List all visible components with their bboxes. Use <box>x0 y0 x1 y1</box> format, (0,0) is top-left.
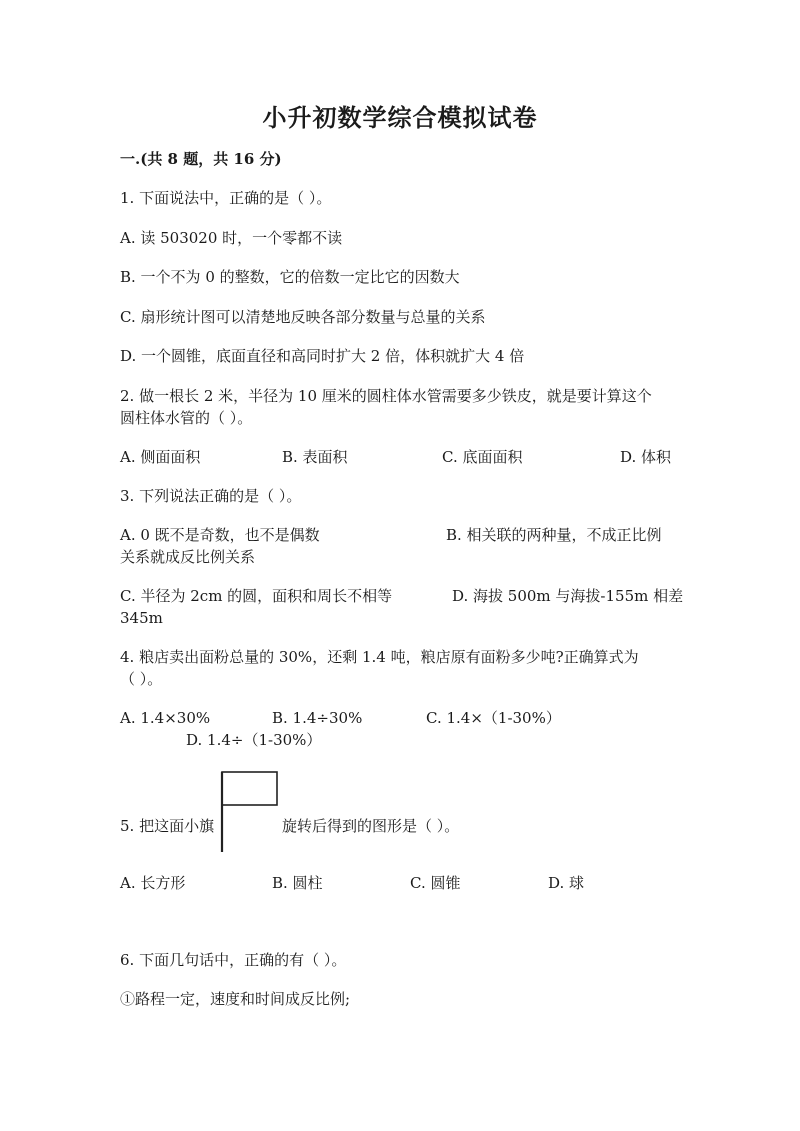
question-3-option-d-line1: D. 海拔 500m 与海拔-155m 相差 <box>452 587 684 605</box>
question-5-option-d: D. 球 <box>548 874 585 892</box>
flag-figure <box>216 770 280 854</box>
question-1-stem: 1. 下面说法中，正确的是（ ）。 <box>120 189 332 207</box>
question-2-option-a: A. 侧面面积 <box>120 448 201 466</box>
question-1-option-b: B. 一个不为 0 的整数，它的倍数一定比它的因数大 <box>120 268 460 286</box>
question-5-stem-part1: 5. 把这面小旗 <box>120 817 215 835</box>
question-4-stem-line2: （ ）。 <box>120 670 163 688</box>
question-4-option-c: C. 1.4×（1-30%） <box>426 709 561 727</box>
question-4-option-a: A. 1.4×30% <box>120 709 211 727</box>
question-3-option-b-line1: B. 相关联的两种量，不成正比例 <box>446 526 662 544</box>
question-3-option-d-line2: 345m <box>120 609 163 627</box>
question-3-stem: 3. 下列说法正确的是（ ）。 <box>120 487 302 505</box>
question-4-stem-line1: 4. 粮店卖出面粉总量的 30%，还剩 1.4 吨，粮店原有面粉多少吨?正确算式为 <box>120 648 639 666</box>
question-1-option-a: A. 读 503020 时，一个零都不读 <box>120 229 343 247</box>
question-3-option-b-line2: 关系就成反比例关系 <box>120 548 256 566</box>
question-6-stem: 6. 下面几句话中，正确的有（ ）。 <box>120 951 347 969</box>
question-5-option-a: A. 长方形 <box>120 874 186 892</box>
question-2-option-c: C. 底面面积 <box>442 448 523 466</box>
section-heading: 一.(共 8 题，共 16 分) <box>120 150 282 168</box>
question-3-option-a: A. 0 既不是奇数，也不是偶数 <box>120 526 320 544</box>
question-1-option-c: C. 扇形统计图可以清楚地反映各部分数量与总量的关系 <box>120 308 486 326</box>
question-1-option-d: D. 一个圆锥，底面直径和高同时扩大 2 倍，体积就扩大 4 倍 <box>120 347 525 365</box>
question-4-option-d: D. 1.4÷（1-30%） <box>186 731 322 749</box>
page-title: 小升初数学综合模拟试卷 <box>262 103 538 132</box>
question-6-item-1: ①路程一定，速度和时间成反比例; <box>120 990 351 1008</box>
question-2-option-d: D. 体积 <box>620 448 672 466</box>
question-3-option-c: C. 半径为 2cm 的圆，面积和周长不相等 <box>120 587 393 605</box>
question-4-option-b: B. 1.4÷30% <box>272 709 363 727</box>
question-2-stem-line2: 圆柱体水管的（ ）。 <box>120 409 253 427</box>
question-5-option-c: C. 圆锥 <box>410 874 461 892</box>
question-2-option-b: B. 表面积 <box>282 448 348 466</box>
question-5-stem-part2: 旋转后得到的图形是（ ）。 <box>282 817 460 835</box>
question-5-option-b: B. 圆柱 <box>272 874 323 892</box>
question-2-stem-line1: 2. 做一根长 2 米，半径为 10 厘米的圆柱体水管需要多少铁皮，就是要计算这个 <box>120 387 652 405</box>
